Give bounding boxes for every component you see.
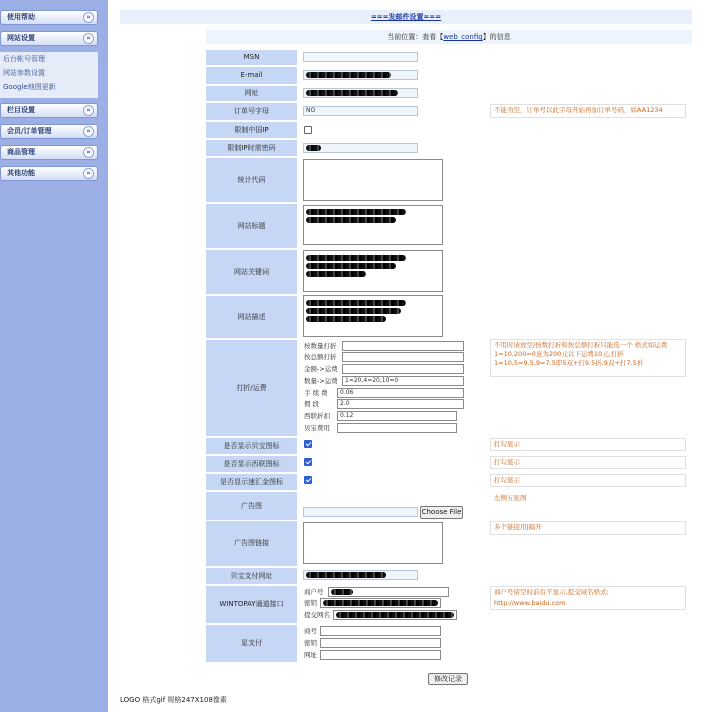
discount-label: 打折/运费 bbox=[206, 340, 297, 436]
discount-qty-input[interactable] bbox=[342, 341, 464, 351]
breadcrumb: 当前位置：查看【web_config】的信息 bbox=[206, 30, 692, 44]
redacted-value bbox=[306, 308, 401, 314]
paypal-fee-input[interactable] bbox=[337, 423, 457, 433]
wintopay-label: WINTOPAY通道接口 bbox=[206, 586, 297, 623]
commission-input[interactable]: 2.0 bbox=[337, 399, 464, 409]
star-pay-label: 星支付 bbox=[206, 625, 297, 662]
star-pay-merchant-input[interactable] bbox=[320, 626, 441, 636]
msn-label: MSN bbox=[206, 50, 297, 65]
sidebar-section-members[interactable]: 会员/订单管理 » bbox=[0, 124, 98, 139]
show-paypal-label: 是否显示贝宝图标 bbox=[206, 438, 297, 454]
discount-field-label: 金额->运费 bbox=[304, 365, 338, 373]
sidebar-section-other[interactable]: 其他功能 » bbox=[0, 166, 98, 181]
redacted-value bbox=[306, 72, 391, 78]
wintopay-field-label: 商户号 bbox=[304, 588, 324, 596]
limit-ip-checkbox[interactable] bbox=[304, 126, 312, 134]
star-pay-field-label: 密钥 bbox=[304, 639, 317, 647]
discount-total-input[interactable] bbox=[342, 352, 464, 362]
wintopay-field-label: 提交网名 bbox=[304, 611, 330, 619]
star-pay-key-input[interactable] bbox=[320, 638, 441, 648]
discount-field-label: 按数量打折 bbox=[304, 342, 337, 350]
star-pay-field-label: 网址 bbox=[304, 651, 317, 659]
ad-image-label: 广告图 bbox=[206, 492, 297, 520]
email-label: E-mail bbox=[206, 67, 297, 84]
msn-input[interactable] bbox=[303, 52, 418, 62]
sidebar-submenu bbox=[0, 52, 98, 98]
redacted-value bbox=[336, 612, 454, 618]
show-mg-checkbox[interactable] bbox=[304, 476, 312, 484]
show-wu-label: 是否显示西联图标 bbox=[206, 456, 297, 472]
redacted-value bbox=[306, 217, 396, 223]
redacted-value bbox=[306, 255, 406, 261]
sidebar-section-products[interactable]: 商品管理 » bbox=[0, 145, 98, 160]
paypal-url-label: 贝宝支付网址 bbox=[206, 568, 297, 584]
ad-link-label: 广告图链接 bbox=[206, 521, 297, 566]
qty-shipping-input[interactable]: 1=20,4=20,10=0 bbox=[342, 376, 464, 386]
discount-field-label: 手 续 费 bbox=[304, 389, 328, 397]
limit-ip-label: 限制中国IP bbox=[206, 122, 297, 138]
sidebar-item-params[interactable]: 网站参数设置 bbox=[3, 69, 45, 77]
show-wu-note: 打勾显示 bbox=[494, 458, 520, 466]
redacted-value bbox=[331, 589, 353, 595]
show-mg-note: 打勾显示 bbox=[494, 476, 520, 484]
amount-shipping-input[interactable] bbox=[342, 364, 464, 374]
show-paypal-note: 打勾显示 bbox=[494, 440, 520, 448]
logo-format-note: LOGO 格式gif 规格247X108像素 bbox=[120, 696, 227, 704]
chevron-down-icon[interactable]: » bbox=[83, 147, 94, 158]
stats-code-label: 统计代码 bbox=[206, 158, 297, 202]
redacted-value bbox=[323, 600, 438, 606]
sidebar-section-columns[interactable]: 栏目设置 » bbox=[0, 103, 98, 118]
ad-image-note: 左侧五张图 bbox=[494, 494, 527, 502]
redacted-value bbox=[306, 145, 321, 151]
show-wu-checkbox[interactable] bbox=[304, 458, 312, 466]
ad-link-textarea[interactable] bbox=[303, 522, 443, 564]
redacted-value bbox=[306, 90, 398, 96]
site-keywords-label: 网站关键词 bbox=[206, 250, 297, 294]
order-prefix-input[interactable]: NO bbox=[303, 106, 418, 116]
chevron-down-icon[interactable]: » bbox=[83, 33, 94, 44]
discount-note: 不用时请放空/按数打折和按总额打折只能选一个 格式如运费1=10,200=0意为200元以下运费10元,打折1=10,5=9.5,9=7.5即5双+打9.5折,9双+打7.5折 bbox=[494, 341, 668, 367]
redacted-value bbox=[306, 572, 386, 578]
chevron-down-icon[interactable]: » bbox=[83, 168, 94, 179]
site-desc-label: 网站描述 bbox=[206, 296, 297, 338]
redacted-value bbox=[306, 300, 406, 306]
sidebar-item-accounts[interactable]: 后台帐号管理 bbox=[3, 55, 45, 63]
choose-file-button[interactable]: Choose File bbox=[420, 506, 463, 519]
sidebar bbox=[0, 0, 108, 712]
sidebar-section-help[interactable]: 使用帮助 » bbox=[0, 10, 98, 25]
order-prefix-note: 不能为空，订单号以此字母开始再加订单号码，如AA1234 bbox=[494, 106, 663, 114]
chevron-down-icon[interactable]: » bbox=[83, 105, 94, 116]
page-title-bar bbox=[120, 10, 692, 24]
wu-discount-input[interactable]: 0.12 bbox=[337, 411, 457, 421]
wintopay-field-label: 密钥 bbox=[304, 599, 317, 607]
order-prefix-label: 订单号字母 bbox=[206, 103, 297, 120]
redacted-value bbox=[306, 271, 366, 277]
show-mg-label: 是否显示速汇金图标 bbox=[206, 474, 297, 490]
ad-link-note: 多个链接用|隔开 bbox=[494, 523, 542, 531]
discount-field-label: 数量->运费 bbox=[304, 377, 338, 385]
ad-image-path bbox=[303, 507, 418, 517]
sidebar-item-google-map[interactable]: Google地图更新 bbox=[3, 83, 56, 91]
discount-field-label: 贝宝费用 bbox=[304, 424, 330, 432]
redacted-value bbox=[306, 316, 386, 322]
website-label: 网址 bbox=[206, 86, 297, 101]
show-paypal-checkbox[interactable] bbox=[304, 440, 312, 448]
discount-field-label: 西联折扣 bbox=[304, 412, 330, 420]
ip-password-label: 限制IP时需密码 bbox=[206, 140, 297, 156]
page-title-link[interactable]: ===发邮件设置=== bbox=[370, 13, 442, 21]
star-pay-url-input[interactable] bbox=[320, 650, 441, 660]
fee-input[interactable]: 0.06 bbox=[337, 388, 464, 398]
stats-code-textarea[interactable] bbox=[303, 159, 443, 201]
sidebar-section-site[interactable]: 网站设置 » bbox=[0, 31, 98, 46]
wintopay-note-url: http://www.baidu.com bbox=[494, 599, 566, 607]
chevron-down-icon[interactable]: » bbox=[83, 12, 94, 23]
discount-field-label: 按总额打折 bbox=[304, 353, 337, 361]
star-pay-field-label: 商号 bbox=[304, 627, 317, 635]
submit-button[interactable]: 修改记录 bbox=[428, 673, 468, 685]
site-title-label: 网站标题 bbox=[206, 204, 297, 248]
redacted-value bbox=[306, 263, 396, 269]
breadcrumb-link[interactable]: web_config bbox=[443, 33, 483, 41]
wintopay-note: 商户号留空时前台不显示,提交域名格式: bbox=[494, 588, 609, 596]
discount-field-label: 佣 段 bbox=[304, 400, 320, 408]
redacted-value bbox=[306, 209, 406, 215]
chevron-down-icon[interactable]: » bbox=[83, 126, 94, 137]
